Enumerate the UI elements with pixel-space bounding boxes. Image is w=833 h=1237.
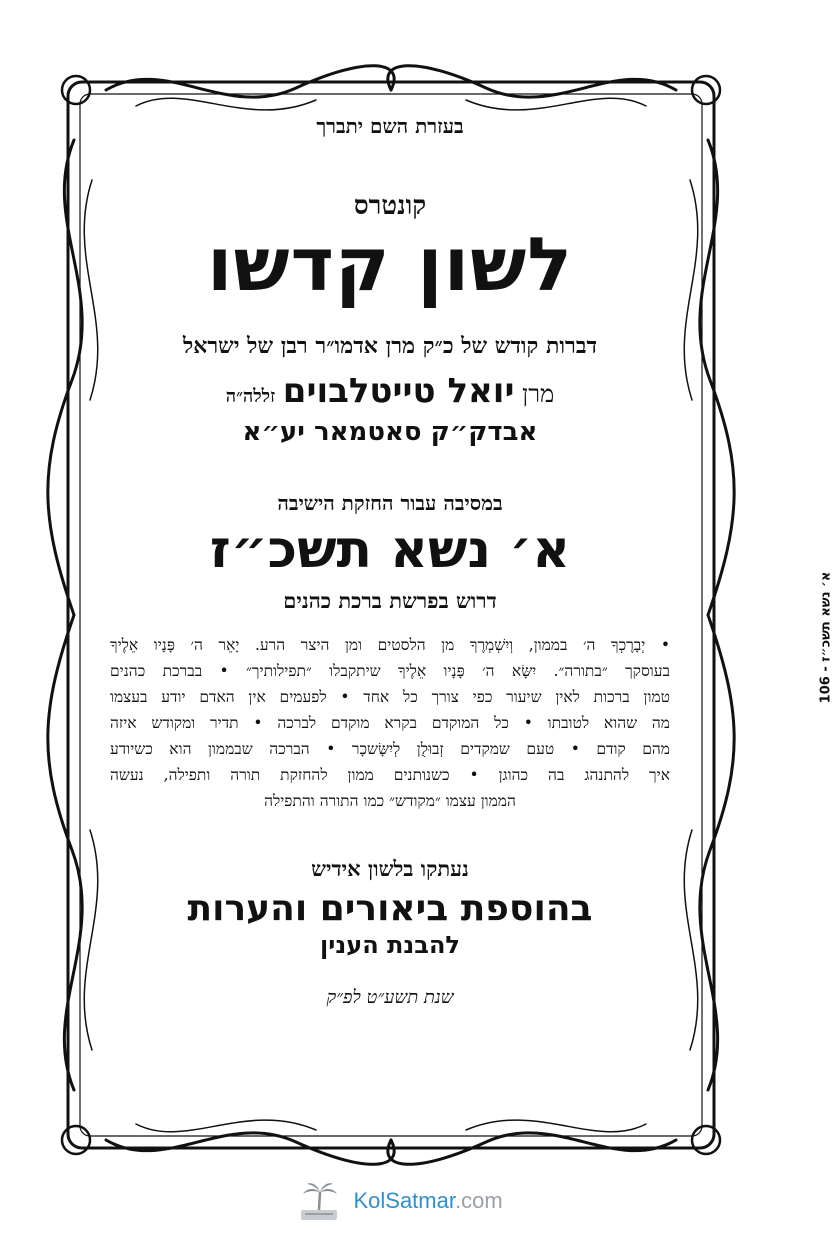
main-title: לשון קדשו	[207, 222, 573, 308]
brand-name: KolSatmar	[353, 1187, 455, 1213]
kuntres-label: קונטרס	[353, 191, 427, 221]
invocation-text: בעזרת השם יתברך	[316, 114, 464, 138]
summary-line: טמון ברכות לאין שיעור כפי צורך כל אחד • לפעמים אין האדם יודע בעצמו	[110, 687, 670, 706]
court-line: אבדק״ק סאטמאר יע״א	[242, 416, 538, 447]
date-title: א׳ נשא תשכ״ז	[209, 519, 571, 580]
subtitle: דברות קודש של כ״ק מרן אדמו״ר רבן של ישראל	[182, 332, 598, 359]
title-page-content	[110, 110, 670, 1008]
rebbe-prefix: מרן	[522, 379, 555, 408]
summary-line: הממון עצמו ״מקודש״ כמו התורה והתפילה	[264, 791, 516, 810]
translated-line: נעתקו בלשון אידיש	[311, 855, 469, 881]
summary-line: מה שהוא לטובתו • כל המוקדם בקרא מוקדם לברכה • תדיר ומקודש איזה	[110, 713, 670, 732]
footer-logo[interactable]	[0, 1180, 800, 1224]
summary-line: • יְבָרֶכְךָ ה׳ בממון, וְיִשְׁמְרֶךָ מן הלסטים ומן היצר הרע. יָאֵר ה׳ פָּנָיו אֵלֶיךָ	[110, 635, 670, 654]
understanding-line: להבנת הענין	[320, 930, 460, 959]
side-page-label: א׳ נשא תשכ״ז - 106	[818, 571, 833, 704]
summary-line: מהם קודם • טעם שמקדים זְבוּלֻן לְיִשָּׂשכָר • הברכה שבממון הוא כשיודע	[110, 739, 670, 758]
summary-line: בעוסקך ״בתורה״. יִשָּׂא ה׳ פָּנָיו אֵלֶיךָ שיתקבלו ״תפילותיך״ • בברכת כהנים	[110, 661, 670, 680]
drasha-line: דרוש בפרשת ברכת כהנים	[283, 587, 497, 613]
rebbe-line	[110, 371, 670, 411]
occasion-line: במסיבה עבור החזקת הישיבה	[277, 490, 503, 515]
rebbe-name: יואל טייטלבוים	[282, 370, 515, 411]
additions-line: בהוספת ביאורים והערות	[187, 887, 593, 929]
brand-domain: .com	[454, 1187, 503, 1213]
year-line: שנת תשע״ט לפ״ק	[326, 986, 454, 1008]
summary-line: איך להתנהג בה כהוגן • כשנותנים ממון להחזקת תורה ותפילה, נעשה	[110, 765, 670, 784]
rebbe-suffix: זללה״ה	[225, 385, 276, 407]
summary-paragraph	[110, 632, 670, 814]
palm-tree-icon	[297, 1180, 341, 1224]
